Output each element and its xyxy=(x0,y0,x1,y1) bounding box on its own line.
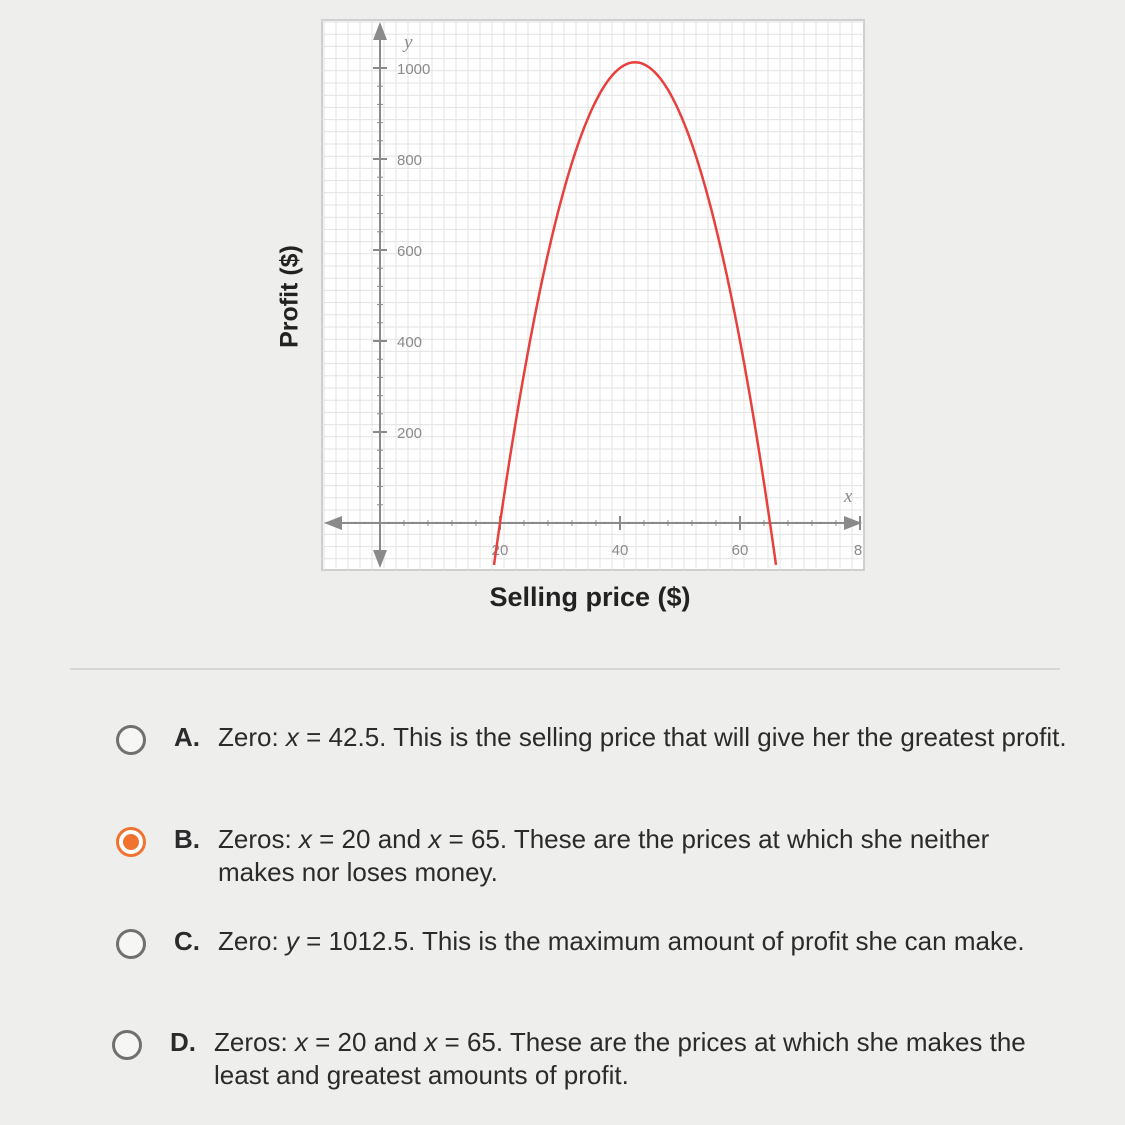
x-axis-symbol: x xyxy=(844,486,853,507)
option-text: Zeros: x = 20 and x = 65. These are the prices at which she makes the least and greatest amounts of profit. xyxy=(214,1027,1026,1090)
y-tick-label: 400 xyxy=(397,334,423,351)
option-d[interactable] xyxy=(112,1026,1072,1092)
x-axis-title: Selling price ($) xyxy=(489,582,691,612)
option-letter: B. xyxy=(174,824,200,854)
option-letter: A. xyxy=(174,722,200,752)
radio-button-d[interactable] xyxy=(112,1030,142,1060)
option-letter: D. xyxy=(170,1027,196,1057)
x-tick-label: 60 xyxy=(731,542,749,559)
option-text: Zeros: x = 20 and x = 65. These are the prices at which she neither makes nor loses money. xyxy=(218,824,990,887)
radio-button-a[interactable] xyxy=(116,725,146,755)
x-tick-label: 8 xyxy=(853,542,863,559)
y-tick-label: 800 xyxy=(397,152,423,169)
option-letter: C. xyxy=(174,926,200,956)
option-text: Zero: y = 1012.5. This is the maximum amount of profit she can make. xyxy=(218,926,1025,956)
option-a[interactable] xyxy=(116,721,1076,755)
y-tick-label: 200 xyxy=(397,425,423,442)
y-tick-label: 1000 xyxy=(397,61,431,78)
x-tick-label: 20 xyxy=(491,542,509,559)
y-axis-title: Profit ($) xyxy=(275,245,304,348)
option-b[interactable] xyxy=(116,823,1076,889)
option-c[interactable] xyxy=(116,925,1076,959)
radio-button-c[interactable] xyxy=(116,929,146,959)
y-tick-label: 600 xyxy=(397,243,423,260)
x-tick-label: 40 xyxy=(611,542,629,559)
radio-button-b[interactable] xyxy=(116,827,146,857)
y-axis-symbol: y xyxy=(404,32,413,53)
option-text: Zero: x = 42.5. This is the selling price that will give her the greatest profit. xyxy=(218,722,1067,752)
